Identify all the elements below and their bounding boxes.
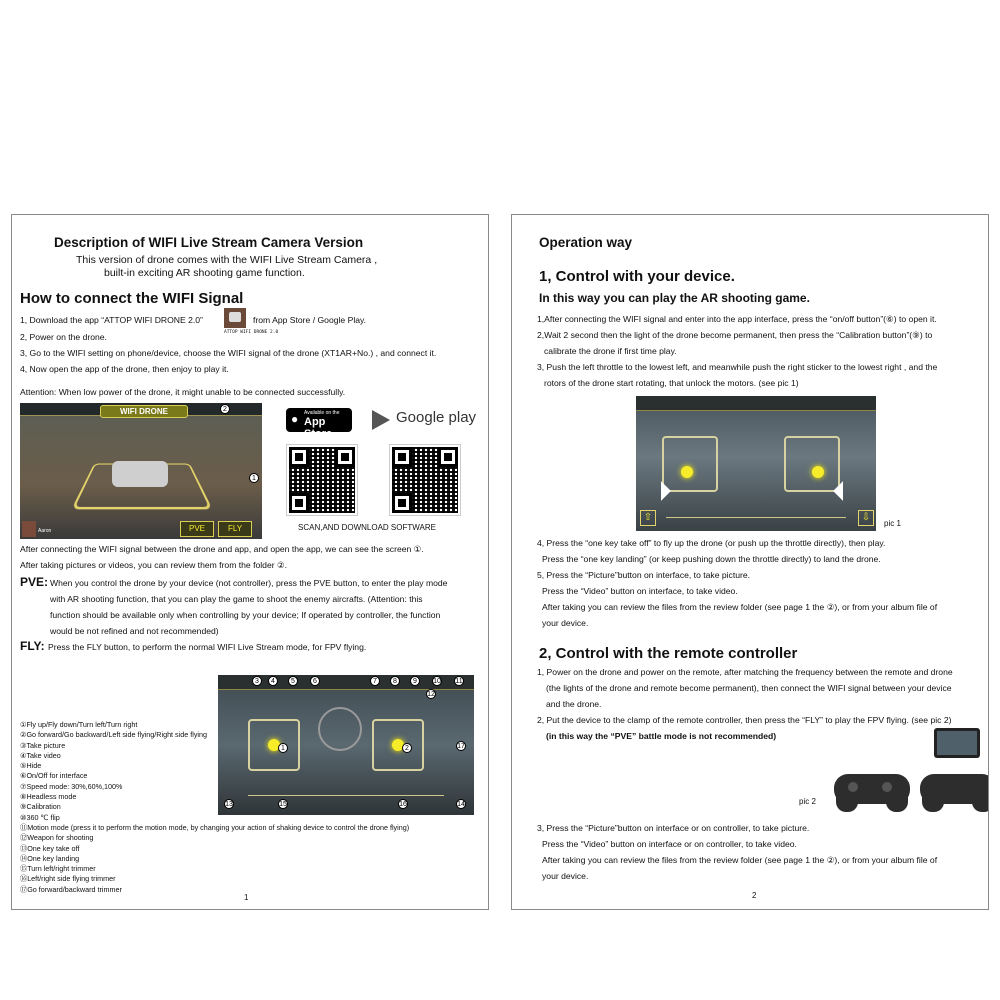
legend-item: ①Fly up/Fly down/Turn left/Turn right xyxy=(20,720,138,729)
scan-caption: SCAN,AND DOWNLOAD SOFTWARE xyxy=(298,523,436,532)
s1-step-3b: rotors of the drone start rotating, that unlock the motors. (see pic 1) xyxy=(544,378,799,388)
s1-step-1: 1,After connecting the WIFI signal and enter into the app interface, press the “on/off button”(⑥) to open it. xyxy=(537,314,937,324)
after-connect-text: After connecting the WIFI signal between the drone and app, and open the app, we can see the screen ①. xyxy=(20,544,424,554)
after-pictures-text: After taking pictures or videos, you can review them from the folder ②. xyxy=(20,560,288,570)
user-name: Aaron xyxy=(38,528,52,534)
step-2-text: 2, Power on the drone. xyxy=(20,332,107,342)
game-controller xyxy=(834,768,910,812)
page-title: Description of WIFI Live Stream Camera Version xyxy=(54,235,364,250)
diagram-callout-8: 8 xyxy=(390,676,400,686)
diagram-callout-13: 13 xyxy=(225,801,233,808)
pve-line-1: When you control the drone by your device (not controller), press the PVE button, to enter the play mode xyxy=(50,578,448,588)
diagram-callout-6: 6 xyxy=(310,676,320,686)
manual-page-2 xyxy=(511,214,989,910)
legend-item: ⑨Calibration xyxy=(20,802,61,812)
s1-step-2b: calibrate the drone if first time play. xyxy=(544,346,677,356)
pic-1-unlock-diagram xyxy=(636,396,876,531)
legend-item: ⑭One key landing xyxy=(20,853,80,863)
marker-1: 1 xyxy=(249,473,259,483)
s1-step-4b: Press the “one key landing” (or keep pushing down the throttle directly) to land the drone. xyxy=(542,554,881,564)
qr-code-google-play xyxy=(390,445,460,515)
diagram-callout-15: 15 xyxy=(279,801,287,808)
left-joystick-pad xyxy=(662,436,718,492)
pve-label: PVE: xyxy=(20,575,49,589)
s2-step-3a: 3, Press the “Picture”button on interface or on controller, to take picture. xyxy=(537,823,810,833)
app-home-screenshot xyxy=(20,403,262,539)
diagram-callout-3: 3 xyxy=(252,676,262,686)
take-off-icon: ⇧ xyxy=(640,510,656,526)
legend-item: ③Take picture xyxy=(20,740,66,750)
pve-button[interactable]: PVE xyxy=(180,521,214,537)
drone-image xyxy=(112,461,168,487)
pic-2-caption: pic 2 xyxy=(799,797,816,806)
marker-2: 2 xyxy=(220,404,230,414)
diagram-callout-1: 1 xyxy=(278,743,288,753)
legend-item: ⑬One key take off xyxy=(20,843,80,853)
diagram-callout-14: 14 xyxy=(457,801,465,808)
diagram-callout-5: 5 xyxy=(288,676,298,686)
s2-step-3c: After taking you can review the files from the review folder (see page 1 the ②), or from your album file of xyxy=(542,855,938,865)
diagram-callout-10: 10 xyxy=(433,678,441,685)
s2-step-1b: (the lights of the drone and remote become permanent), then connect the WIFI signal between your device xyxy=(546,683,952,693)
app-icon xyxy=(224,308,246,328)
connect-heading: How to connect the WIFI Signal xyxy=(20,290,244,307)
diagram-top-bar xyxy=(636,396,876,411)
step-4-text: 4, Now open the app of the drone, then enjoy to play it. xyxy=(20,364,229,374)
s2-step-2-note: (in this way the “PVE” battle mode is not recommended) xyxy=(546,731,777,741)
diagram-callout-17: 17 xyxy=(457,743,465,750)
diagram-callout-12: 12 xyxy=(427,691,435,698)
app-store-big-text: App Store xyxy=(304,416,333,440)
page-title: Operation way xyxy=(539,235,633,250)
attention-text: Attention: When low power of the drone, it might unable to be connected successfully. xyxy=(20,387,346,397)
manual-page-1 xyxy=(11,214,489,910)
legend-item: ⑪Motion mode (press it to perform the motion mode, by changing your action of shaking device to control the drone flying) xyxy=(20,822,410,832)
diagram-callout-2: 2 xyxy=(402,743,412,753)
section-2-heading: 2, Control with the remote controller xyxy=(539,645,798,662)
app-store-small-text: Available on the xyxy=(304,410,340,416)
legend-item: ⑩360 ℃ flip xyxy=(20,812,60,822)
avatar xyxy=(22,521,36,537)
pve-line-2: with AR shooting function, that you can play the game to shoot the enemy aircrafts. (Attention: this xyxy=(50,594,423,604)
apple-icon: ● xyxy=(291,412,299,426)
subtitle-line-2: built-in exciting AR shooting game function. xyxy=(104,267,305,279)
step-3-text: 3, Go to the WIFI setting on phone/device, choose the WIFI signal of the drone (XT1AR+No.) , and connect it. xyxy=(20,348,437,358)
diagram-callout-11: 11 xyxy=(455,678,463,685)
google-play-icon xyxy=(372,410,390,430)
left-joystick-ball xyxy=(681,466,693,478)
s2-step-3d: your device. xyxy=(542,871,589,881)
app-store-badge xyxy=(286,408,352,440)
pve-line-3: function should be available only when controlling by your device; If operated by controller, the function xyxy=(50,610,441,620)
app-title-banner: WIFI DRONE xyxy=(100,405,188,418)
diagram-callout-16: 16 xyxy=(399,801,407,808)
google-play-text: Google play xyxy=(396,409,477,426)
legend-item: ⑦Speed mode: 30%,60%,100% xyxy=(20,781,123,791)
legend-item: ⑮Turn left/right trimmer xyxy=(20,864,96,874)
s2-step-1c: and the drone. xyxy=(546,699,602,709)
step-1-text: 1, Download the app “ATTOP WIFI DRONE 2.0” xyxy=(20,315,203,325)
section-1-subheading: In this way you can play the AR shooting game. xyxy=(539,291,810,305)
diagram-callout-4: 4 xyxy=(268,676,278,686)
page-number: 1 xyxy=(244,893,249,902)
s2-step-3b: Press the “Video” button on interface or on controller, to take video. xyxy=(542,839,797,849)
controller-with-phone xyxy=(920,728,989,812)
legend-list xyxy=(20,720,409,895)
legend-item: ⑰Go forward/backward trimmer xyxy=(20,884,122,894)
landing-icon: ⇩ xyxy=(858,510,874,526)
right-joystick-ball xyxy=(812,466,824,478)
fly-button[interactable]: FLY xyxy=(218,521,252,537)
s1-step-5d: your device. xyxy=(542,618,589,628)
trimmer-bar xyxy=(666,517,846,518)
fly-label: FLY: xyxy=(20,639,45,653)
qr-code-app-store xyxy=(287,445,357,515)
s1-step-5c: After taking you can review the files from the review folder (see page 1 the ②), or from your album file of xyxy=(542,602,938,612)
legend-item: ⑯Left/right side flying trimmer xyxy=(20,874,116,884)
s2-step-2: 2, Put the device to the clamp of the remote controller, then press the “FLY” to play the FPV flying. (see pic 2) xyxy=(537,715,952,725)
s1-step-4a: 4, Press the “one key take off” to fly up the drone (or push up the throttle directly), then play. xyxy=(537,538,886,548)
legend-item: ②Go forward/Go backward/Left side flying/Right side flying xyxy=(20,730,208,740)
legend-item: ⑤Hide xyxy=(20,761,42,771)
diagram-callout-7: 7 xyxy=(370,676,380,686)
s1-step-5a: 5, Press the “Picture”button on interface, to take picture. xyxy=(537,570,751,580)
section-1-heading: 1, Control with your device. xyxy=(539,268,735,285)
diagram-callout-9: 9 xyxy=(410,676,420,686)
s2-step-1a: 1, Power on the drone and power on the remote, after matching the frequency between the remote and drone xyxy=(537,667,953,677)
legend-item: ⑥On/Off for interface xyxy=(20,771,88,781)
step-1-suffix: from App Store / Google Play. xyxy=(253,315,367,325)
right-joystick-pad xyxy=(784,436,840,492)
pic-1-caption: pic 1 xyxy=(884,519,901,528)
legend-item: ⑧Headless mode xyxy=(20,792,77,802)
legend-item: ④Take video xyxy=(20,750,61,760)
s1-step-2a: 2,Wait 2 second then the light of the drone become permanent, then press the “Calibration button”(⑨) to xyxy=(537,330,933,340)
s1-step-5b: Press the “Video” button on interface, to take video. xyxy=(542,586,738,596)
drone-icon xyxy=(229,312,241,322)
fly-text: Press the FLY button, to perform the normal WIFI Live Stream mode, for FPV flying. xyxy=(48,642,367,652)
app-caption: ATTOP WIFI DRONE 2.0 xyxy=(224,330,279,335)
s1-step-3a: 3, Push the left throttle to the lowest left, and meanwhile push the right sticker to the lowest right , and the xyxy=(537,362,938,372)
pve-line-4: would be not refined and not recommended) xyxy=(50,626,219,636)
phone-screen xyxy=(937,731,977,755)
page-number: 2 xyxy=(752,891,757,900)
subtitle-line-1: This version of drone comes with the WIFI Live Stream Camera , xyxy=(76,254,378,266)
legend-item: ⑫Weapon for shooting xyxy=(20,833,94,843)
